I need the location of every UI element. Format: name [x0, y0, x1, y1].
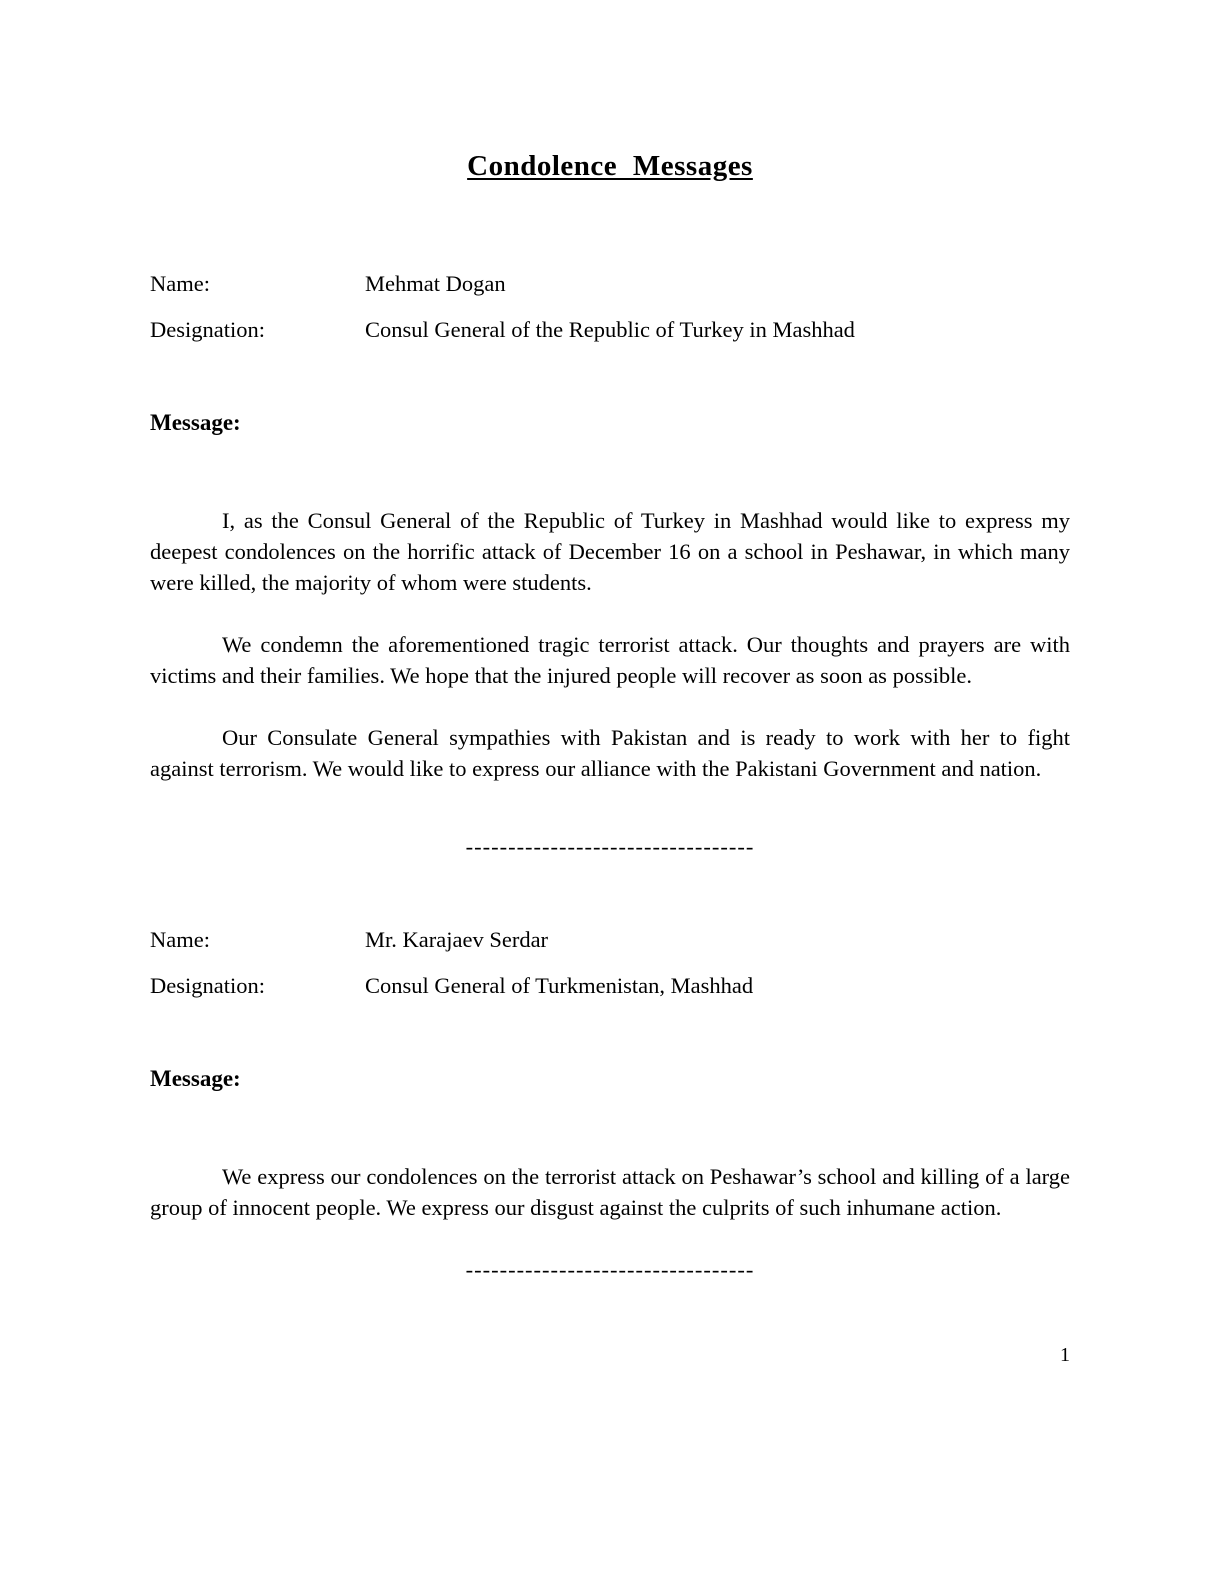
- entry-1-name-value: Mehmat Dogan: [365, 271, 506, 296]
- page-number: 1: [1060, 1344, 1070, 1366]
- entry-1-message-label: Message:: [150, 410, 241, 435]
- entry-1-paragraph-2: We condemn the aforementioned tragic terrorist attack. Our thoughts and prayers are with victims and their families. We hope that the injured people will recover as soon as possible.: [150, 632, 1070, 688]
- entry-2-designation-row: [150, 970, 1070, 1001]
- condolence-entry-1: [150, 268, 1070, 784]
- section-separator-1: ----------------------------------: [465, 834, 755, 859]
- page-title: Condolence Messages: [467, 150, 753, 182]
- entry-1-designation-label: Designation:: [150, 317, 265, 342]
- entry-2-name-label: Name:: [150, 927, 210, 952]
- entry-2-message-label: Message:: [150, 1066, 241, 1091]
- entry-1-meta: [150, 268, 1070, 345]
- entry-1-name-label: Name:: [150, 271, 210, 296]
- condolence-entry-2: [150, 924, 1070, 1223]
- entry-2-paragraph-1: We express our condolences on the terrorist attack on Peshawar’s school and killing of a large group of innocent people. We express our disgust against the culprits of such inhumane action.: [150, 1164, 1070, 1220]
- entry-2-meta: [150, 924, 1070, 1001]
- entry-1-paragraph-1: I, as the Consul General of the Republic of Turkey in Mashhad would like to express my deepest condolences on the horrific attack of December 16 on a school in Peshawar, in which many were killed, the majority of whom were students.: [150, 508, 1070, 595]
- section-separator-2: ----------------------------------: [465, 1257, 755, 1282]
- entry-1-name-row: [150, 268, 1070, 299]
- entry-1-designation-value: Consul General of the Republic of Turkey in Mashhad: [365, 317, 855, 342]
- entry-1-designation-row: [150, 314, 1070, 345]
- entry-2-designation-value: Consul General of Turkmenistan, Mashhad: [365, 973, 754, 998]
- entry-2-name-row: [150, 924, 1070, 955]
- entry-2-designation-label: Designation:: [150, 973, 265, 998]
- entry-2-name-value: Mr. Karajaev Serdar: [365, 927, 549, 952]
- entry-1-paragraph-3: Our Consulate General sympathies with Pakistan and is ready to work with her to fight against terrorism. We would like to express our alliance with the Pakistani Government and nation.: [150, 725, 1070, 781]
